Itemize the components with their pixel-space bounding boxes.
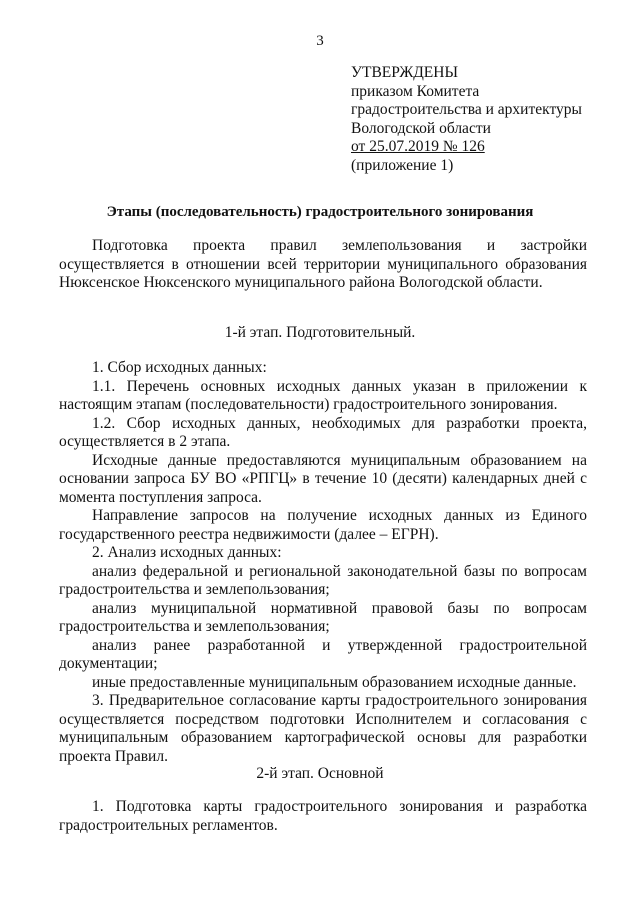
approval-line-1: приказом Комитета bbox=[351, 82, 480, 100]
stage1-section bbox=[59, 359, 587, 766]
document-title: Этапы (последовательность) градостроительного зонирования bbox=[106, 204, 534, 220]
stage1-item-1-1: 1.1. Перечень основных исходных данных указан в приложении к настоящим этапам (последовательности) градостроительного зонирования. bbox=[59, 377, 587, 413]
approval-title: УТВЕРЖДЕНЫ bbox=[351, 64, 458, 81]
stage1-item-2: 2. Анализ исходных данных: bbox=[92, 544, 282, 561]
stage2-heading: 2-й этап. Основной bbox=[256, 765, 384, 782]
stage1-item-1: 1. Сбор исходных данных: bbox=[92, 359, 267, 376]
analysis-item-1: анализ федеральной и региональной законодательной базы по вопросам градостроительства и землепользования; bbox=[59, 562, 587, 598]
page-number: 3 bbox=[316, 33, 324, 49]
stage1-item-1-2: 1.2. Сбор исходных данных, необходимых для разработки проекта, осуществляется в 2 этапа. bbox=[59, 414, 587, 450]
intro-paragraph: Подготовка проекта правил землепользования и застройки осуществляется в отношении всей территории муниципального образования Нюксенское Нюксенского муниципального района Вологодской области. bbox=[59, 237, 587, 291]
approval-line-2: градостроительства и архитектуры bbox=[351, 101, 582, 118]
approval-line-3: Вологодской области bbox=[351, 119, 491, 137]
intro-section bbox=[59, 237, 587, 293]
analysis-item-2: анализ муниципальной нормативной правовой базы по вопросам градостроительства и землепользования; bbox=[59, 599, 587, 635]
stage2-section bbox=[59, 798, 587, 835]
approval-date-number: от 25.07.2019 № 126 bbox=[351, 138, 485, 155]
analysis-item-4: иные предоставленные муниципальным образованием исходные данные. bbox=[92, 673, 577, 691]
approval-appendix: (приложение 1) bbox=[351, 156, 454, 174]
stage1-item-3: 3. Предварительное согласование карты градостроительного зонирования осуществляется посредством подготовки Исполнителем и согласования с муниципальным образованием картографической основы для разработки проекта Правил. bbox=[59, 692, 587, 765]
stage2-item-1: 1. Подготовка карты градостроительного зонирования и разработка градостроительных регламентов. bbox=[59, 798, 587, 834]
stage1-heading: 1-й этап. Подготовительный. bbox=[224, 324, 416, 341]
approval-block bbox=[351, 64, 611, 175]
analysis-item-3: анализ ранее разработанной и утвержденной градостроительной документации; bbox=[59, 636, 587, 672]
stage1-egrn-paragraph: Направление запросов на получение исходных данных из Единого государственного реестра недвижимости (далее – ЕГРН). bbox=[59, 507, 587, 543]
stage1-data-paragraph: Исходные данные предоставляются муниципальным образованием на основании запроса БУ ВО «РПГЦ» в течение 10 (десяти) календарных дней с момента поступления запроса. bbox=[59, 451, 587, 506]
